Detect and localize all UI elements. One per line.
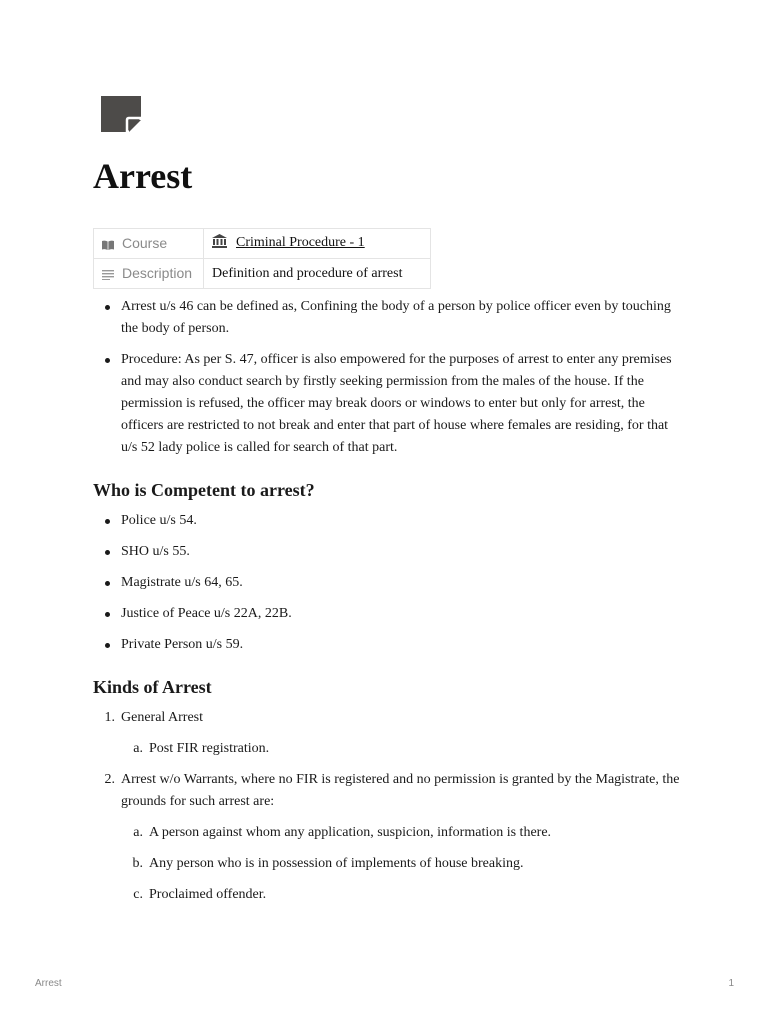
property-key-label: Course <box>122 234 168 251</box>
property-key <box>94 259 204 289</box>
property-value[interactable] <box>204 229 431 259</box>
property-row-course <box>94 229 431 259</box>
kinds-list <box>93 707 683 906</box>
property-value <box>204 259 431 289</box>
section-heading-competent: Who is Competent to arrest? <box>93 480 315 500</box>
list-item: SHO u/s 55. <box>93 541 683 563</box>
list-marker: a. <box>133 741 143 756</box>
page-content <box>93 296 683 915</box>
sub-list-item <box>121 884 683 906</box>
list-item <box>93 707 683 760</box>
list-item: Arrest u/s 46 can be defined as, Confining the body of a person by police officer even by touching the body of person. <box>93 296 683 340</box>
text-lines-icon <box>102 267 116 283</box>
section-heading-kinds: Kinds of Arrest <box>93 677 212 697</box>
sub-list <box>121 738 683 760</box>
property-row-description <box>94 259 431 289</box>
list-item-text: Arrest w/o Warrants, where no FIR is registered and no permission is granted by the Magistrate, the grounds for such arrest are: <box>121 772 680 809</box>
list-marker: a. <box>133 825 143 840</box>
description-value: Definition and procedure of arrest <box>212 265 403 281</box>
property-key <box>94 229 204 259</box>
list-item: Justice of Peace u/s 22A, 22B. <box>93 603 683 625</box>
list-item-text: Proclaimed offender. <box>149 887 267 902</box>
list-item-text: Any person who is in possession of implements of house breaking. <box>149 856 524 871</box>
list-item: Private Person u/s 59. <box>93 634 683 656</box>
footer-title: Arrest <box>35 978 62 989</box>
page-title: Arrest <box>93 156 193 196</box>
sub-list <box>121 822 683 906</box>
course-link[interactable]: Criminal Procedure - 1 <box>236 235 365 250</box>
sticky-note-icon <box>101 96 141 132</box>
list-item-text: Post FIR registration. <box>149 741 270 756</box>
list-item: Police u/s 54. <box>93 510 683 532</box>
properties-table <box>93 228 431 289</box>
sub-list-item <box>121 738 683 760</box>
list-item: Procedure: As per S. 47, officer is also empowered for the purposes of arrest to enter any premises and may also conduct search by firstly seeking permission from the males of the house. If the permission is refused, the officer may break doors or windows to enter but only for arrest, the officers are restricted to not break and enter that part of house where females are residing, for that u/s 52 lady police is called for search of that part. <box>93 349 683 459</box>
list-marker: 1. <box>104 710 115 725</box>
intro-bullet-list <box>93 296 683 459</box>
sub-list-item <box>121 853 683 875</box>
list-marker: b. <box>132 856 143 871</box>
competent-list <box>93 510 683 656</box>
list-item <box>93 769 683 906</box>
sub-list-item <box>121 822 683 844</box>
book-icon <box>102 237 116 253</box>
list-marker: 2. <box>104 772 115 787</box>
list-item-text: A person against whom any application, suspicion, information is there. <box>149 825 552 840</box>
property-key-label: Description <box>122 264 193 281</box>
list-item-text: General Arrest <box>121 710 204 725</box>
list-marker: c. <box>133 887 143 902</box>
page-number: 1 <box>728 978 734 989</box>
courthouse-icon <box>212 234 228 253</box>
list-item: Magistrate u/s 64, 65. <box>93 572 683 594</box>
